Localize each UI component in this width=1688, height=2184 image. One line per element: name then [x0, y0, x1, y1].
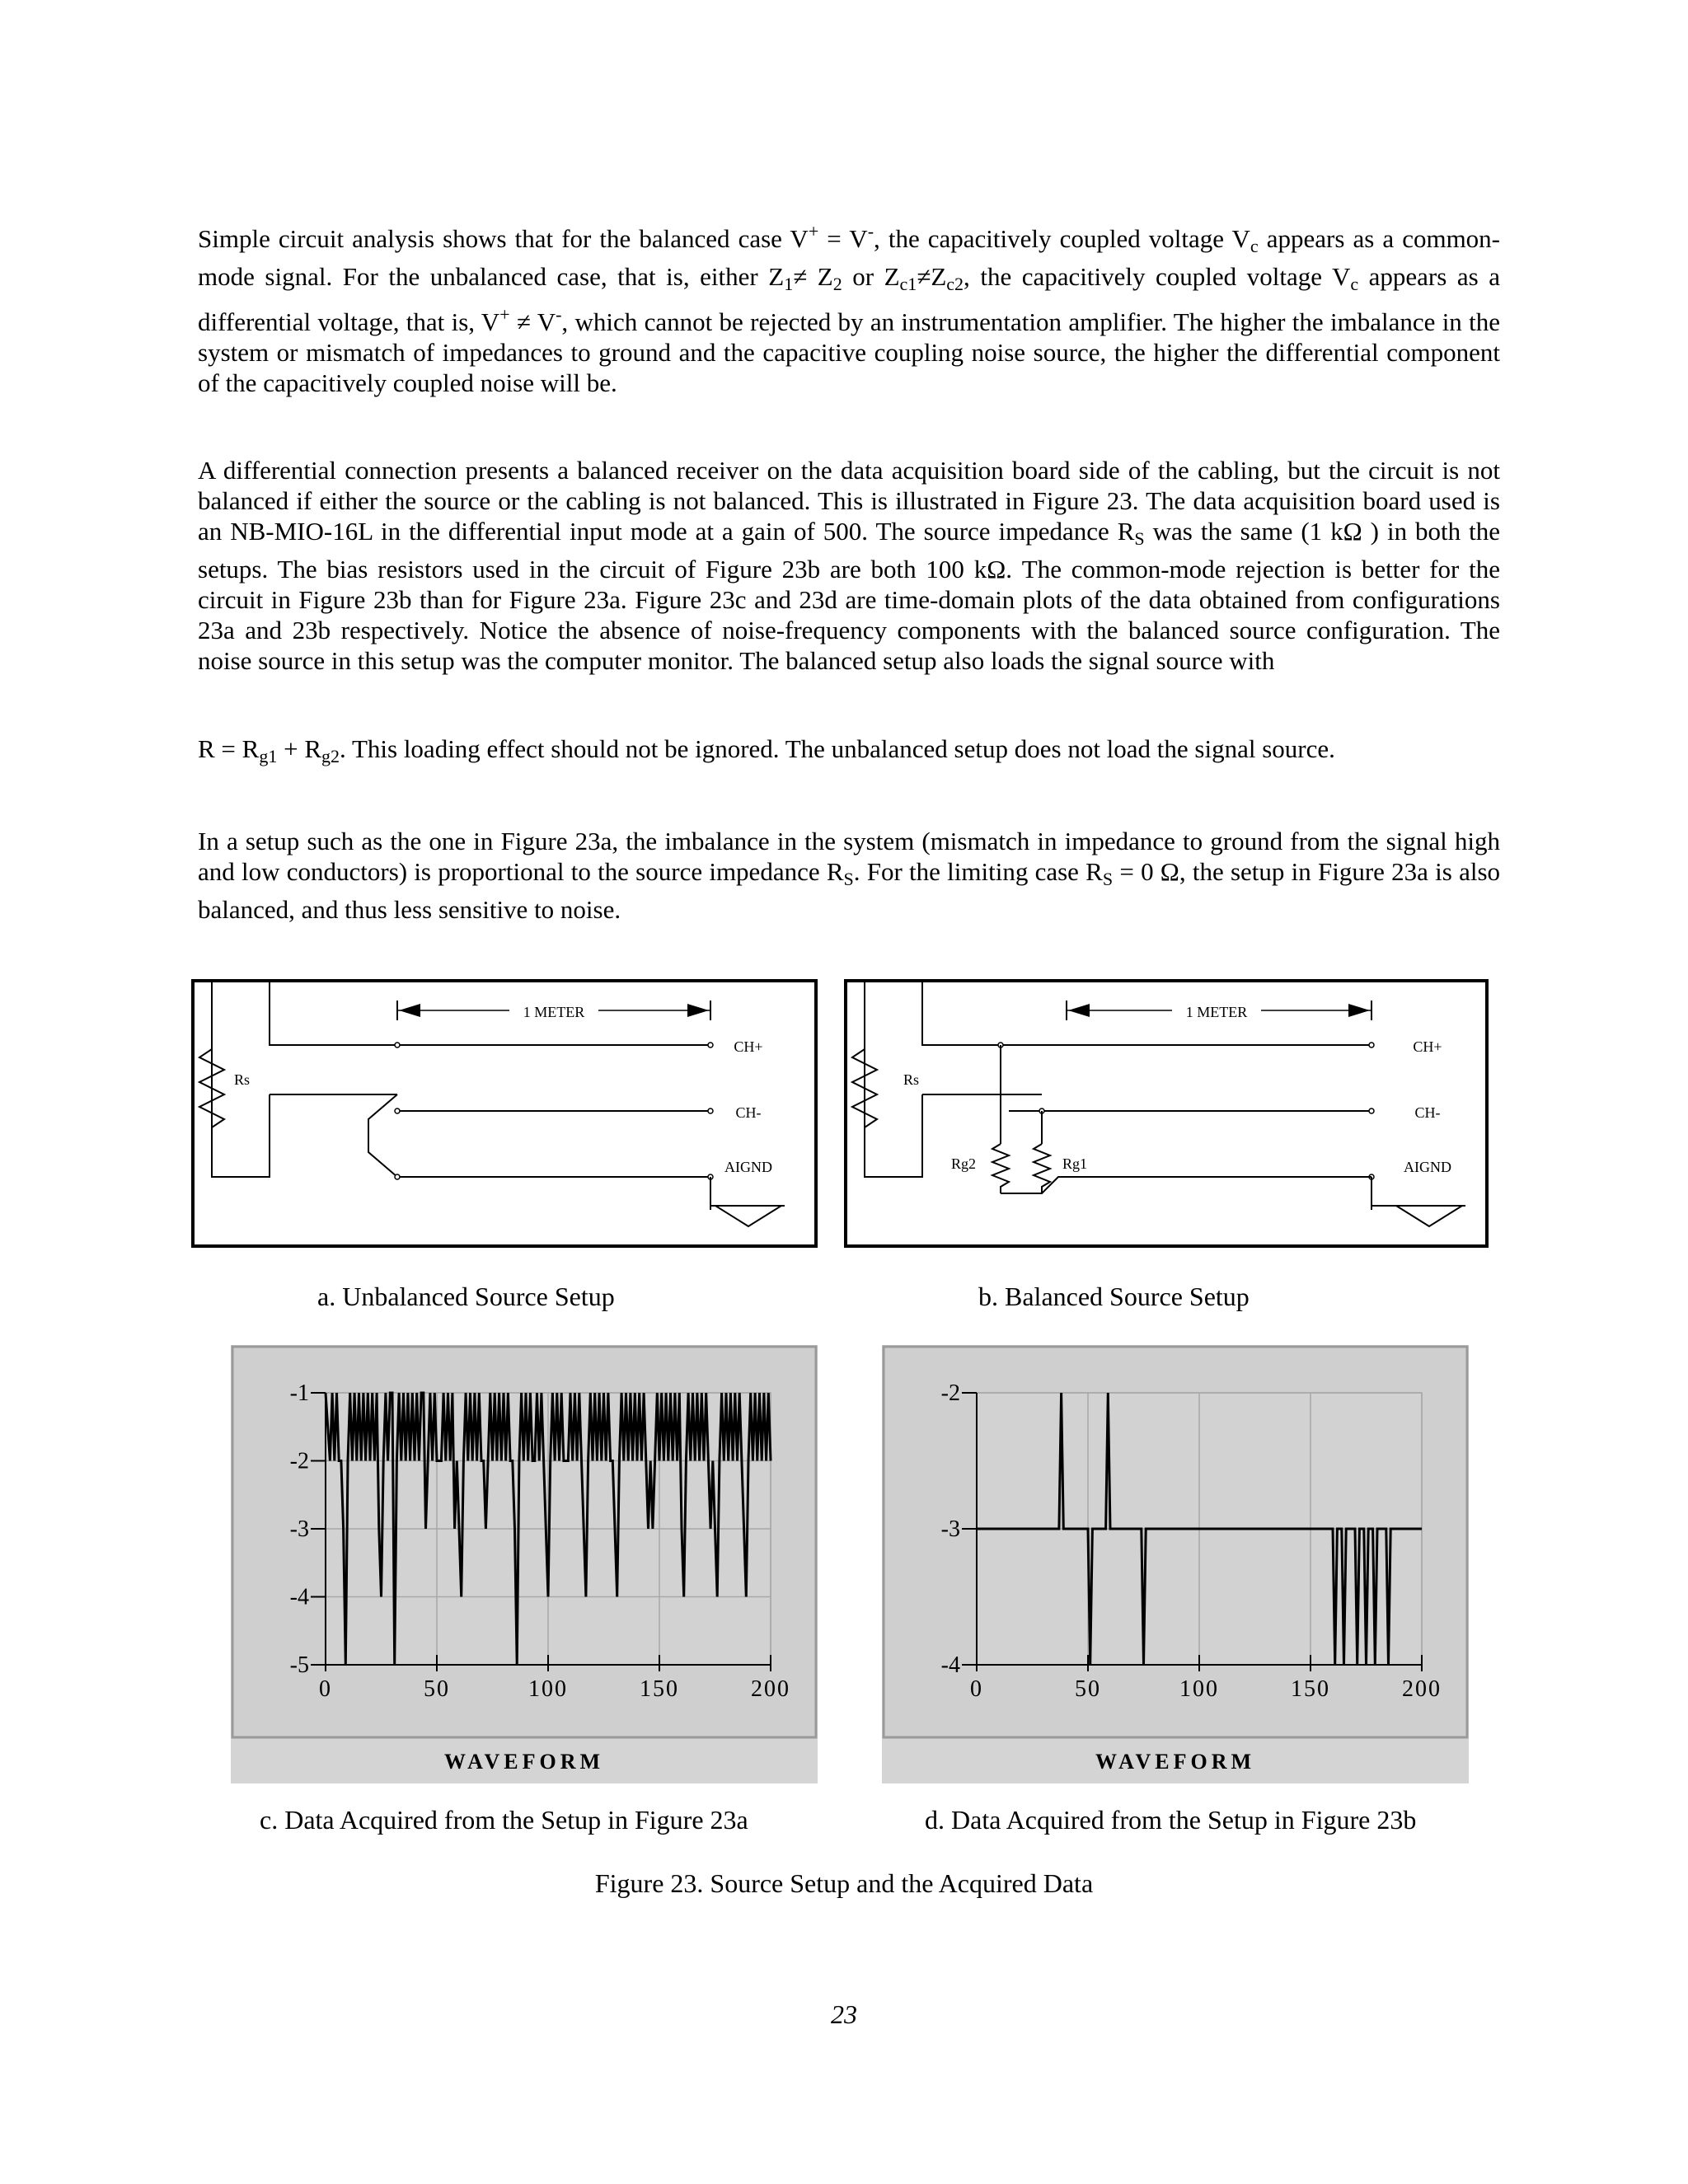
ch-plus-label: CH+: [734, 1038, 763, 1055]
y-tick-label: -5: [289, 1652, 309, 1678]
circuit-b-balanced: [844, 979, 1489, 1248]
chart-d-waveform: [882, 1345, 1469, 1783]
meter-label: 1 METER: [1185, 1004, 1248, 1020]
y-tick-label: -2: [289, 1448, 309, 1474]
ch-plus-label: CH+: [1413, 1038, 1442, 1055]
ch-minus-label: CH-: [735, 1104, 762, 1121]
chart-title: WAVEFORM: [1095, 1750, 1256, 1774]
y-tick-label: -3: [940, 1516, 960, 1542]
x-tick-label: 100: [1179, 1676, 1219, 1702]
aignd-label: AIGND: [724, 1159, 772, 1175]
x-tick-label: 50: [1075, 1676, 1101, 1702]
x-tick-label: 200: [1402, 1676, 1442, 1702]
x-tick-label: 0: [970, 1676, 983, 1702]
y-tick-label: -4: [940, 1652, 960, 1678]
caption-c: c. Data Acquired from the Setup in Figure 23a: [260, 1805, 748, 1835]
x-tick-label: 150: [1291, 1676, 1330, 1702]
x-tick-label: 200: [751, 1676, 790, 1702]
ch-minus-label: CH-: [1414, 1104, 1441, 1121]
paragraph-4: In a setup such as the one in Figure 23a, the imbalance in the system (mismatch in impedance to ground from the signal high and low conductors) is proportional to the source impedance $R_S$. For the limiting case $R_S = 0$ Ω, the setup in Figure 23a is also balanced, and thus less sensitive to noise.: [198, 827, 1501, 924]
y-tick-label: -1: [289, 1380, 309, 1406]
figure-caption: Figure 23. Source Setup and the Acquired Data: [594, 1868, 1094, 1898]
x-tick-label: 100: [528, 1676, 568, 1702]
chart-c-waveform: [231, 1345, 818, 1783]
rg1-label: Rg1: [1062, 1155, 1088, 1172]
rg2-label: Rg2: [951, 1155, 977, 1172]
y-tick-label: -2: [940, 1380, 960, 1406]
paragraph-3: $R = R_{g1} + R_{g2}$. This loading effect should not be ignored. The unbalanced setup does not load the signal source.: [198, 734, 1335, 766]
x-tick-label: 0: [319, 1676, 332, 1702]
circuit-a-unbalanced: [191, 979, 818, 1248]
x-tick-label: 50: [424, 1676, 450, 1702]
caption-d: d. Data Acquired from the Setup in Figure 23b: [925, 1805, 1417, 1835]
rs-label: Rs: [234, 1071, 251, 1088]
aignd-label: AIGND: [1404, 1159, 1451, 1175]
caption-a: a. Unbalanced Source Setup: [317, 1282, 615, 1311]
paragraph-2: A differential connection presents a balanced receiver on the data acquisition board side of the cabling, but the circuit is not balanced if either the source or the cabling is not balanced. This is illustrated in Figure 23. The data acquisition board used is an NB-MIO-16L in the differential input mode at a gain of 500. The source impedance $R_S$ was the same (1 kΩ ) in both the setups. The bias resistors used in the circuit of Figure 23b are both 100 kΩ. The common-mode rejection is better for the circuit in Figure 23b than for Figure 23a. Figure 23c and 23d are time-domain plots of the data obtained from configurations 23a and 23b respectively. Notice the absence of noise-frequency components with the balanced source configuration. The noise source in this setup was the computer monitor. The balanced setup also loads the signal source with: [198, 456, 1500, 675]
chart-title: WAVEFORM: [443, 1750, 605, 1774]
x-tick-label: 150: [640, 1676, 679, 1702]
y-tick-label: -4: [289, 1584, 309, 1610]
rs-label: Rs: [903, 1071, 920, 1088]
y-tick-label: -3: [289, 1516, 309, 1542]
page-number: 23: [831, 1999, 857, 2029]
meter-label: 1 METER: [523, 1004, 585, 1020]
paragraph-1: Simple circuit analysis shows that for the balanced case V+ = V-, the capacitively coupled voltage $V_c$ appears as a common-mode signal. For the unbalanced case, that is, either $Z_1\ne Z_2$ or $Z_{c1}\ne Z_{c2}$, the capacitively coupled voltage $V_c$ appears as a differential voltage, that is, V+ ≠ V-, which cannot be rejected by an instrumentation amplifier. The higher the imbalance in the system or mismatch of impedances to ground and the capacitive coupling noise source, the higher the differential component of the capacitively coupled noise will be.: [198, 221, 1501, 397]
caption-b: b. Balanced Source Setup: [978, 1282, 1250, 1311]
